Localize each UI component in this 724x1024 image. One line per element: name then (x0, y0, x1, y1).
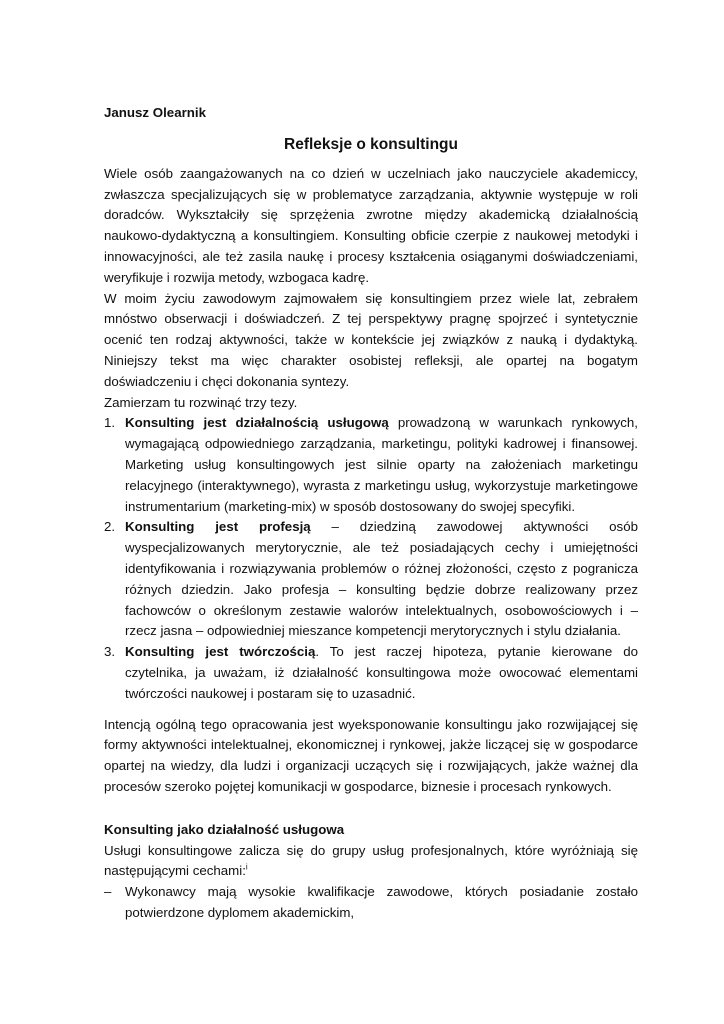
section-lead (104, 841, 638, 883)
thesis-number: 1. (104, 415, 116, 431)
thesis-bold: Konsulting jest twórczością (125, 644, 316, 660)
feature-text: Wykonawcy mają wysokie kwalifikacje zawodowe, których posiadanie zostało potwierdzone dyplomem akademickim, (125, 884, 638, 920)
thesis-item (104, 413, 638, 517)
author-name: Janusz Olearnik (104, 105, 206, 120)
intro-paragraph-2: W moim życiu zawodowym zajmowałem się konsultingiem przez wiele lat, zebrałem mnóstwo obserwacji i doświadczeń. Z tej perspektywy pragnę spojrzeć i syntetycznie ocenić ten rodzaj aktywności, także w kontekście jej związków z nauką i dydaktyką. Niniejszy tekst ma więc charakter osobistej refleksji, ale opartej na bogatym doświadczeniu i chęci dokonania syntezy. (104, 290, 638, 389)
section-lead-text: Usługi konsultingowe zalicza się do grupy usług profesjonalnych, które wyróżniają się następującymi cechami: (104, 842, 638, 879)
thesis-text: . To jest raczej hipoteza, pytanie kierowane do czytelnika, ja uważam, iż działalność konsultingowa może owocować elementami twórczości naukowej i postaram się to uzasadnić. (125, 644, 638, 701)
thesis-item (104, 642, 638, 704)
thesis-item (104, 517, 638, 642)
document-title: Refleksje o konsultingu (284, 135, 458, 153)
section-heading: Konsulting jako działalność usługowa (104, 821, 345, 837)
thesis-text: prowadzoną w warunkach rynkowych, wymagającą odpowiedniego zarządzania, marketingu, polityki kadrowej i finansowej. Marketing usług konsultingowych jest silnie oparty na założeniach marketingu relacyjnego (interaktywnego), wyrasta z marketingu usług, wykorzystuje marketingowe instrumentarium (marketing-mix) w sposób dostosowany do swojej specyfiki. (125, 415, 638, 514)
document-body (104, 103, 638, 924)
features-list (104, 882, 638, 924)
thesis-number: 3. (104, 644, 116, 660)
thesis-bold: Konsulting jest działalnością usługową (125, 415, 389, 431)
thesis-number: 2. (104, 519, 116, 535)
intent-paragraph: Intencją ogólną tego opracowania jest wyeksponowanie konsultingu jako rozwijającej się formy aktywności intelektualnej, ekonomicznej i rynkowej, jakże liczącej się w gospodarce opartej na wiedzy, dla ludzi i organizacji uczących się i rozwijających, jakże ważnej dla procesów szeroko pojętej komunikacji w gospodarce, biznesie i procesach rynkowych. (104, 716, 638, 794)
footnote-reference: i (245, 862, 248, 872)
dash-bullet: – (104, 884, 112, 900)
intro-paragraph-1: Wiele osób zaangażowanych na co dzień w uczelniach jako nauczyciele akademiccy, zwłaszcza specjalizujących się w problematyce zarządzania, aktywnie występuje w roli doradców. Wykształciły się sprzężenia zwrotne między akademicką działalnością naukowo-dydaktyczną a konsultingiem. Konsulting obficie czerpie z naukowej metodyki i innowacyjności, ale też zasila naukę i procesy kształcenia osiąganymi doświadczeniami, weryfikuje i rozwija metody, wzbogaca kadrę. (104, 165, 638, 285)
intro-paragraph-3: Zamierzam tu rozwinąć trzy tezy. (104, 394, 298, 410)
thesis-text: – dziedziną zawodowej aktywności osób wyspecjalizowanych merytorycznie, ale też posiadających cechy i umiejętności identyfikowania i rozwiązywania problemów o różnej złożoności, często z pogranicza różnych dziedzin. Jako profesja – konsulting będzie dobrze realizowany przez fachowców o określonym zestawie walorów intelektualnych, osobowościowych i – rzecz jasna – odpowiedniej mieszance kompetencji merytorycznych i stylu działania. (125, 519, 638, 639)
thesis-bold: Konsulting jest profesją (125, 519, 311, 535)
theses-list (104, 413, 638, 704)
feature-item (104, 882, 638, 924)
